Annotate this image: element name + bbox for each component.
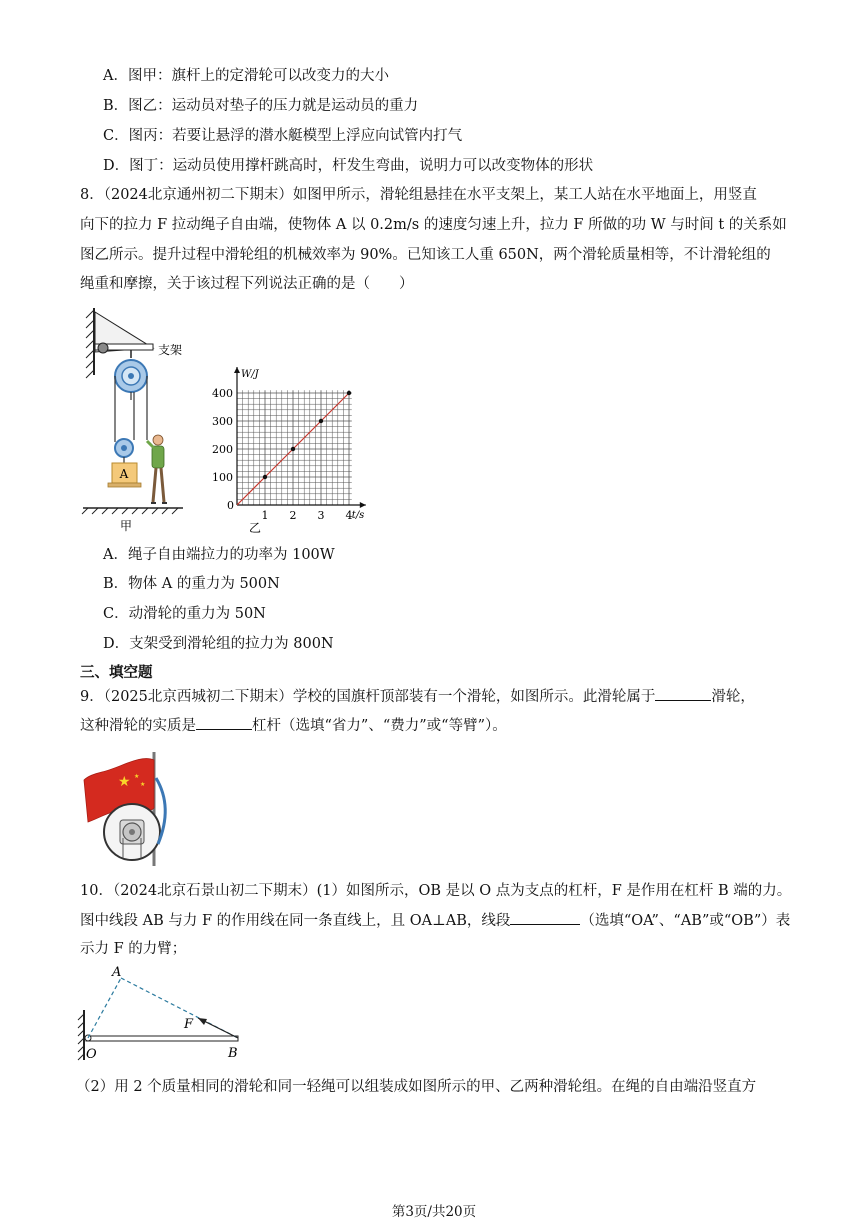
flag-star-icon: ★ (134, 773, 140, 780)
q8-stem-line-4: 绳重和摩擦，关于该过程下列说法正确的是（ ） (80, 276, 414, 292)
data-point (319, 419, 323, 423)
option-letter: A． (103, 547, 128, 563)
figure-caption-left: 甲 (119, 519, 133, 533)
q9-text: 这种滑轮的实质是 (80, 718, 196, 734)
option-text: 图甲：旗杆上的定滑轮可以改变力的大小 (127, 68, 389, 84)
option-text: 图乙：运动员对垫子的压力就是运动员的重力 (128, 98, 419, 114)
option-text: 物体 A 的重力为 500N (128, 576, 280, 592)
y-axis-arrow (234, 367, 240, 373)
option-letter: C． (103, 128, 129, 144)
work-time-chart (205, 355, 380, 535)
option-letter: A． (103, 68, 128, 84)
q8-option-d (103, 634, 334, 654)
option-letter: B． (103, 576, 129, 592)
x-tick-label: 2 (289, 509, 297, 522)
q10-text: （选填“OA”、“AB”或“OB”）表 (580, 913, 791, 929)
q8-stem-line-2: 向下的拉力 F 拉动绳子自由端，使物体 A 以 0.2m/s 的速度匀速上升，拉力 F 所做的功 W 与时间 t 的关系如 (80, 217, 787, 233)
q10-part2-line: （2）用 2 个质量相同的滑轮和同一轻绳可以组装成如图所示的甲、乙两种滑轮组。在绳的自由端沿竖直方 (76, 1079, 757, 1095)
flag-star-icon: ★ (140, 781, 146, 788)
y-tick-label: 400 (212, 387, 233, 400)
option-letter: B． (103, 98, 129, 114)
force-f-label: F (184, 1017, 194, 1032)
page-footer: 第3页/共20页 (391, 1204, 477, 1220)
data-point (347, 391, 351, 395)
q9-line-1 (80, 686, 755, 707)
bracket-label: 支架 (158, 343, 183, 357)
answer-blank[interactable] (196, 715, 252, 730)
q8-stem-line-3: 图乙所示。提升过程中滑轮组的机械效率为 90%。已知该工人重 650N，两个滑轮质量相等，不计滑轮组的 (80, 247, 771, 263)
figure-caption-right: 乙 (248, 521, 262, 535)
section-heading: 三、填空题 (80, 665, 153, 681)
q10-line-1: 10．（2024北京石景山初二下期末）(1）如图所示，OB 是以 O 点为支点的杠杆，F 是作用在杠杆 B 端的力。 (80, 883, 792, 899)
q7-option-a (103, 66, 389, 86)
option-text: 动滑轮的重力为 50N (128, 606, 266, 622)
y-tick-label: 300 (212, 415, 233, 428)
x-axis-arrow (360, 502, 366, 508)
q7-option-d (103, 156, 593, 176)
lever-figure (76, 962, 246, 1062)
q9-line-2 (80, 715, 507, 736)
answer-blank[interactable] (655, 686, 711, 701)
x-tick-label: 3 (317, 509, 325, 522)
q7-option-b (103, 96, 418, 116)
option-letter: D． (103, 158, 130, 174)
q10-text: 图中线段 AB 与力 F 的作用线在同一条直线上，且 OA⊥AB，线段 (80, 913, 511, 929)
point-a-label: A (112, 965, 122, 980)
q9-text: 滑轮， (711, 689, 755, 705)
x-tick-label: 1 (261, 509, 269, 522)
q10-line-3: 示力 F 的力臂； (80, 941, 187, 957)
x-axis-label: t/s (351, 510, 365, 521)
q8-option-a (103, 545, 335, 565)
q8-option-c (103, 604, 266, 624)
flagpole-pulley-figure (80, 748, 180, 868)
x-tick-label: 4 (345, 509, 353, 522)
origin-label: 0 (227, 499, 234, 512)
y-tick-label: 200 (212, 443, 233, 456)
y-tick-label: 100 (212, 471, 233, 484)
data-point (263, 475, 267, 479)
answer-blank[interactable] (510, 910, 580, 925)
point-b-label: B (228, 1046, 238, 1061)
lever-bar (86, 1036, 238, 1041)
option-text: 图丁：运动员使用撑杆跳高时，杆发生弯曲，说明力可以改变物体的形状 (129, 158, 594, 174)
q8-stem-line-1: 8．（2024北京通州初二下期末）如图甲所示，滑轮组悬挂在水平支架上，某工人站在水平地面上，用竖直 (80, 187, 757, 203)
option-text: 支架受到滑轮组的拉力为 800N (129, 636, 334, 652)
pulley-system-figure (78, 300, 198, 535)
block-a-label: A (119, 467, 129, 481)
option-text: 绳子自由端拉力的功率为 100W (127, 547, 335, 563)
worker-figure (147, 435, 167, 503)
q9-text: 杠杆（选填“省力”、“费力”或“等臂”）。 (252, 718, 507, 734)
point-o-label: O (86, 1047, 97, 1062)
q10-line-2 (80, 910, 790, 931)
q7-option-c (103, 126, 462, 146)
data-point (291, 447, 295, 451)
flag-star-icon: ★ (118, 774, 131, 790)
option-text: 图丙：若要让悬浮的潜水艇模型上浮应向试管内打气 (128, 128, 463, 144)
y-axis-label: W/J (241, 369, 259, 380)
line-oa (88, 978, 121, 1038)
q8-option-b (103, 574, 280, 594)
chart-series (237, 391, 351, 505)
option-letter: C． (103, 606, 129, 622)
q9-text: 9．（2025北京西城初二下期末）学校的国旗杆顶部装有一个滑轮，如图所示。此滑轮属于 (80, 689, 656, 705)
option-letter: D． (103, 636, 130, 652)
